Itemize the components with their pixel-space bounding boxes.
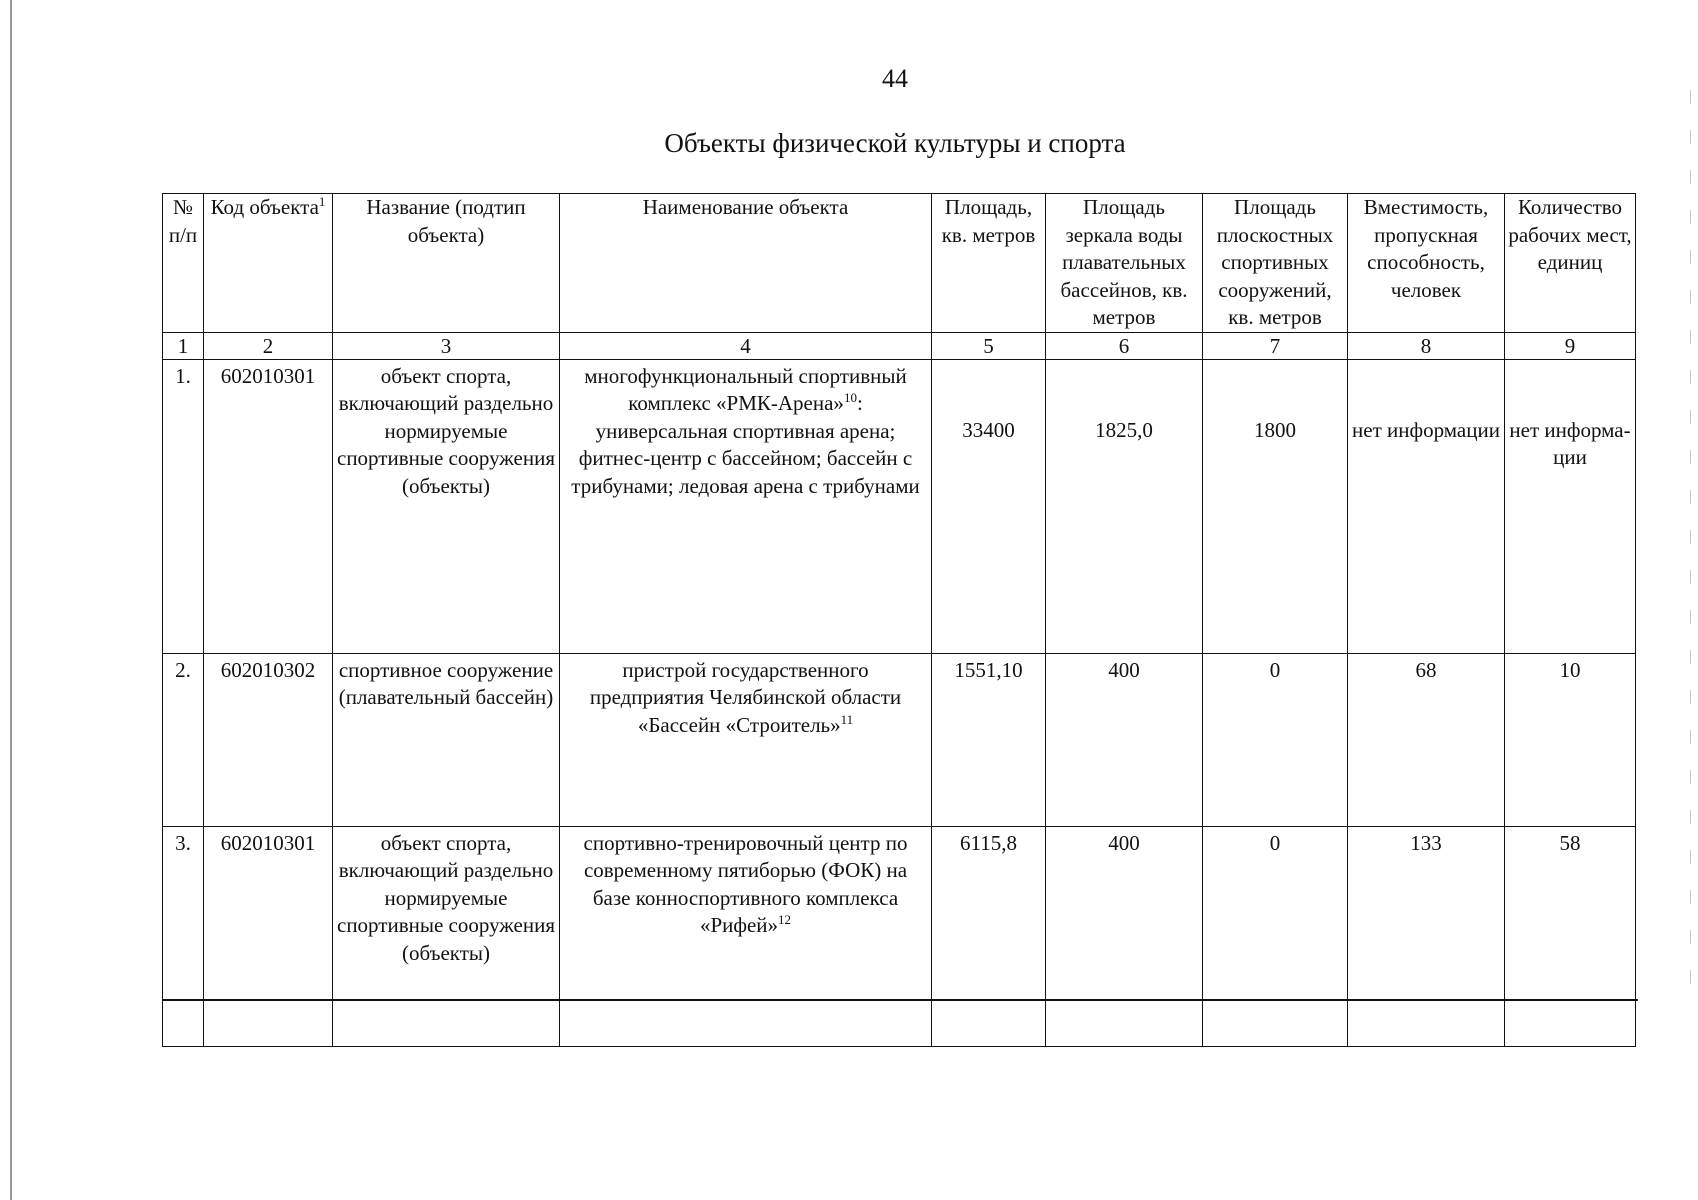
table-row	[163, 359, 1636, 653]
table-bottom-rule	[162, 999, 1638, 1001]
object-capacity: 68	[1348, 653, 1505, 826]
object-flat-area: 0	[1203, 653, 1348, 826]
object-capacity: нет информации	[1348, 359, 1505, 653]
object-code: 602010302	[204, 653, 333, 826]
object-pool-area: 400	[1046, 826, 1203, 1046]
object-pool-area: 400	[1046, 653, 1203, 826]
object-code: 602010301	[204, 826, 333, 1046]
header-code: Код объекта$^1$	[204, 194, 333, 333]
object-workplaces: нет информа- ции	[1505, 359, 1636, 653]
column-number: 8	[1348, 332, 1505, 359]
scan-edge-left	[10, 0, 12, 1200]
column-number: 6	[1046, 332, 1203, 359]
object-workplaces: 10	[1505, 653, 1636, 826]
column-number: 3	[333, 332, 560, 359]
column-number: 9	[1505, 332, 1636, 359]
page-title: Объекты физической культуры и спорта	[664, 128, 1126, 158]
footnote-ref: 12	[778, 912, 792, 927]
footnote-ref: 10	[843, 390, 857, 405]
scan-edge-right	[1690, 90, 1691, 990]
object-flat-area: 0	[1203, 826, 1348, 1046]
object-code: 602010301	[204, 359, 333, 653]
object-subtype: объект спорта, включающий раздельно нормируемые спортивные сооружения (объекты)	[333, 359, 560, 653]
header-no: № п/п	[163, 194, 204, 333]
column-numbers-row	[163, 332, 1636, 359]
object-area: 33400	[932, 359, 1046, 653]
object-name: спортивно-тренировочный центр по современному пятиборью (ФОК) на базе конноспортивного комплекса «Рифей»$^{12}$	[560, 826, 932, 1046]
header-capacity: Вместимость, пропускная способность, человек	[1348, 194, 1505, 333]
footnote-ref: 1	[318, 194, 326, 209]
object-subtype: спортивное сооружение (плавательный бассейн)	[333, 653, 560, 826]
row-number: 3.	[163, 826, 204, 1046]
table-row	[163, 653, 1636, 826]
object-pool-area: 1825,0	[1046, 359, 1203, 653]
object-flat-area: 1800	[1203, 359, 1348, 653]
header-name: Наименование объекта	[560, 194, 932, 333]
column-number: 4	[560, 332, 932, 359]
object-name: многофункциональный спортивный комплекс «РМК-Арена»$^{10}$: универсальная спортивная арена; фитнес-центр с бассейном; бассейн с трибунами; ледовая арена с трибунами	[560, 359, 932, 653]
header-pool-area: Площадь зеркала воды плавательных бассейнов, кв. метров	[1046, 194, 1203, 333]
header-workplaces: Количество рабочих мест, единиц	[1505, 194, 1636, 333]
object-name: пристрой государственного предприятия Челябинской области «Бассейн «Строитель»$^{11}$	[560, 653, 932, 826]
object-workplaces: 58	[1505, 826, 1636, 1046]
sports-objects-table	[162, 193, 1636, 1047]
object-capacity: 133	[1348, 826, 1505, 1046]
column-number: 2	[204, 332, 333, 359]
table-row	[163, 826, 1636, 1046]
column-number: 5	[932, 332, 1046, 359]
header-flat-area: Площадь плоскостных спортивных сооружений, кв. метров	[1203, 194, 1348, 333]
row-number: 2.	[163, 653, 204, 826]
footnote-ref: 11	[840, 711, 854, 727]
page-number: 44	[882, 64, 908, 93]
header-area: Площадь, кв. метров	[932, 194, 1046, 333]
row-number: 1.	[163, 359, 204, 653]
object-area: 1551,10	[932, 653, 1046, 826]
object-subtype: объект спорта, включающий раздельно нормируемые спортивные сооружения (объекты)	[333, 826, 560, 1046]
header-row	[163, 194, 1636, 333]
object-area: 6115,8	[932, 826, 1046, 1046]
column-number: 7	[1203, 332, 1348, 359]
column-number: 1	[163, 332, 204, 359]
header-subtype: Название (подтип объекта)	[333, 194, 560, 333]
